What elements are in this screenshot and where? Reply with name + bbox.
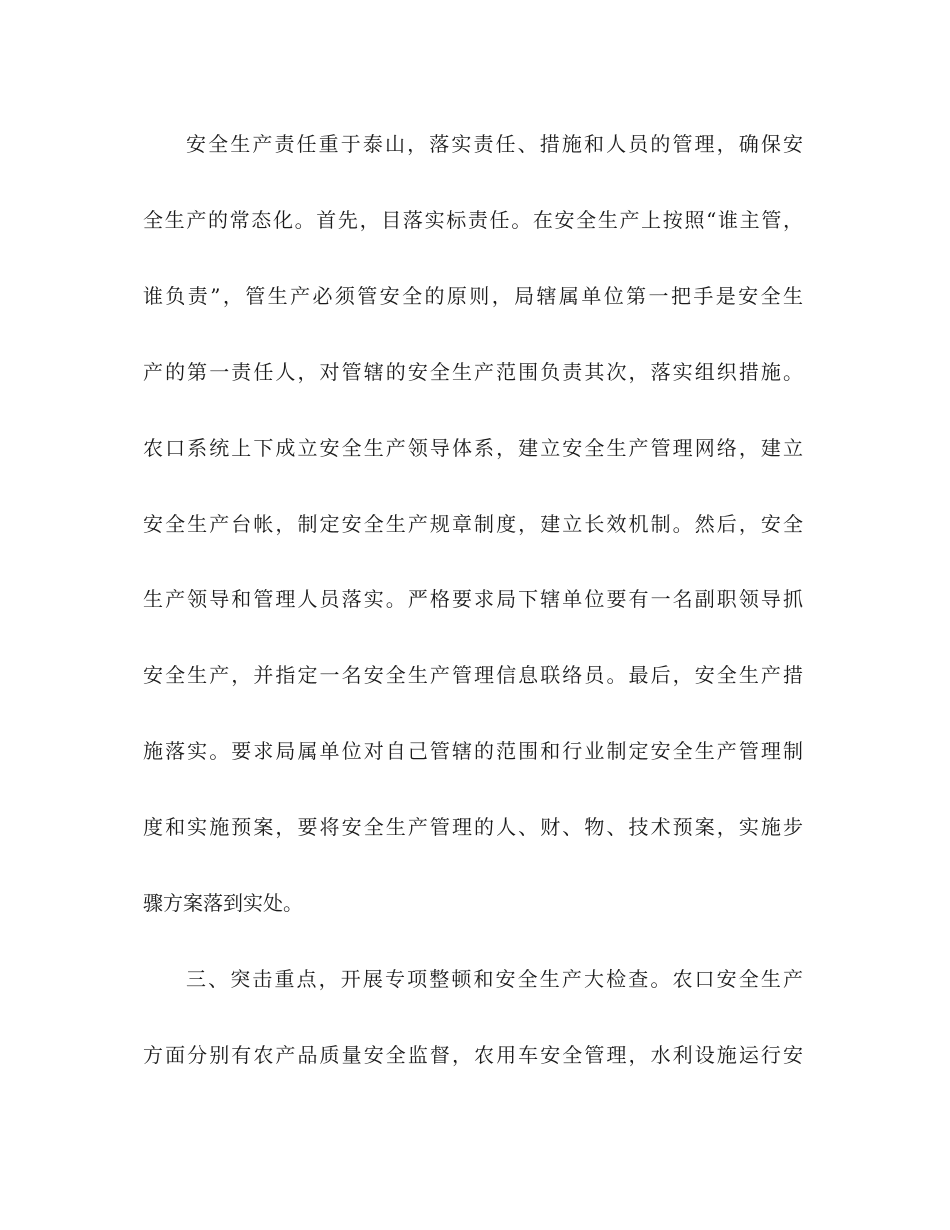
paragraph-1-line-7: 生产领导和管理人员落实。严格要求局下辖单位要有一名副职领导抓 (143, 587, 803, 611)
paragraph-2-line-2: 方面分别有农产品质量安全监督，农用车安全管理，水利设施运行安 (143, 1043, 803, 1067)
paragraph-1-line-3: 谁负责”，管生产必须管安全的原则，局辖属单位第一把手是安全生 (143, 284, 803, 308)
paragraph-1-line-11: 骤方案落到实处。 (143, 891, 303, 915)
paragraph-2-line-1: 三、突击重点，开展专项整顿和安全生产大检查。农口安全生产 (186, 967, 803, 991)
paragraph-1-line-2: 全生产的常态化。首先，目落实标责任。在安全生产上按照“谁主管， (143, 208, 803, 232)
paragraph-1-line-1: 安全生产责任重于泰山，落实责任、措施和人员的管理，确保安 (186, 132, 803, 156)
paragraph-1-line-9: 施落实。要求局属单位对自己管辖的范围和行业制定安全生产管理制 (143, 739, 803, 763)
paragraph-1-line-5: 农口系统上下成立安全生产领导体系，建立安全生产管理网络，建立 (143, 436, 803, 460)
paragraph-1-line-10: 度和实施预案，要将安全生产管理的人、财、物、技术预案，实施步 (143, 815, 803, 839)
paragraph-1-line-8: 安全生产，并指定一名安全生产管理信息联络员。最后，安全生产措 (143, 663, 803, 687)
paragraph-1-line-6: 安全生产台帐，制定安全生产规章制度，建立长效机制。然后，安全 (143, 512, 803, 536)
paragraph-1-line-4: 产的第一责任人，对管辖的安全生产范围负责其次，落实组织措施。 (143, 360, 803, 384)
